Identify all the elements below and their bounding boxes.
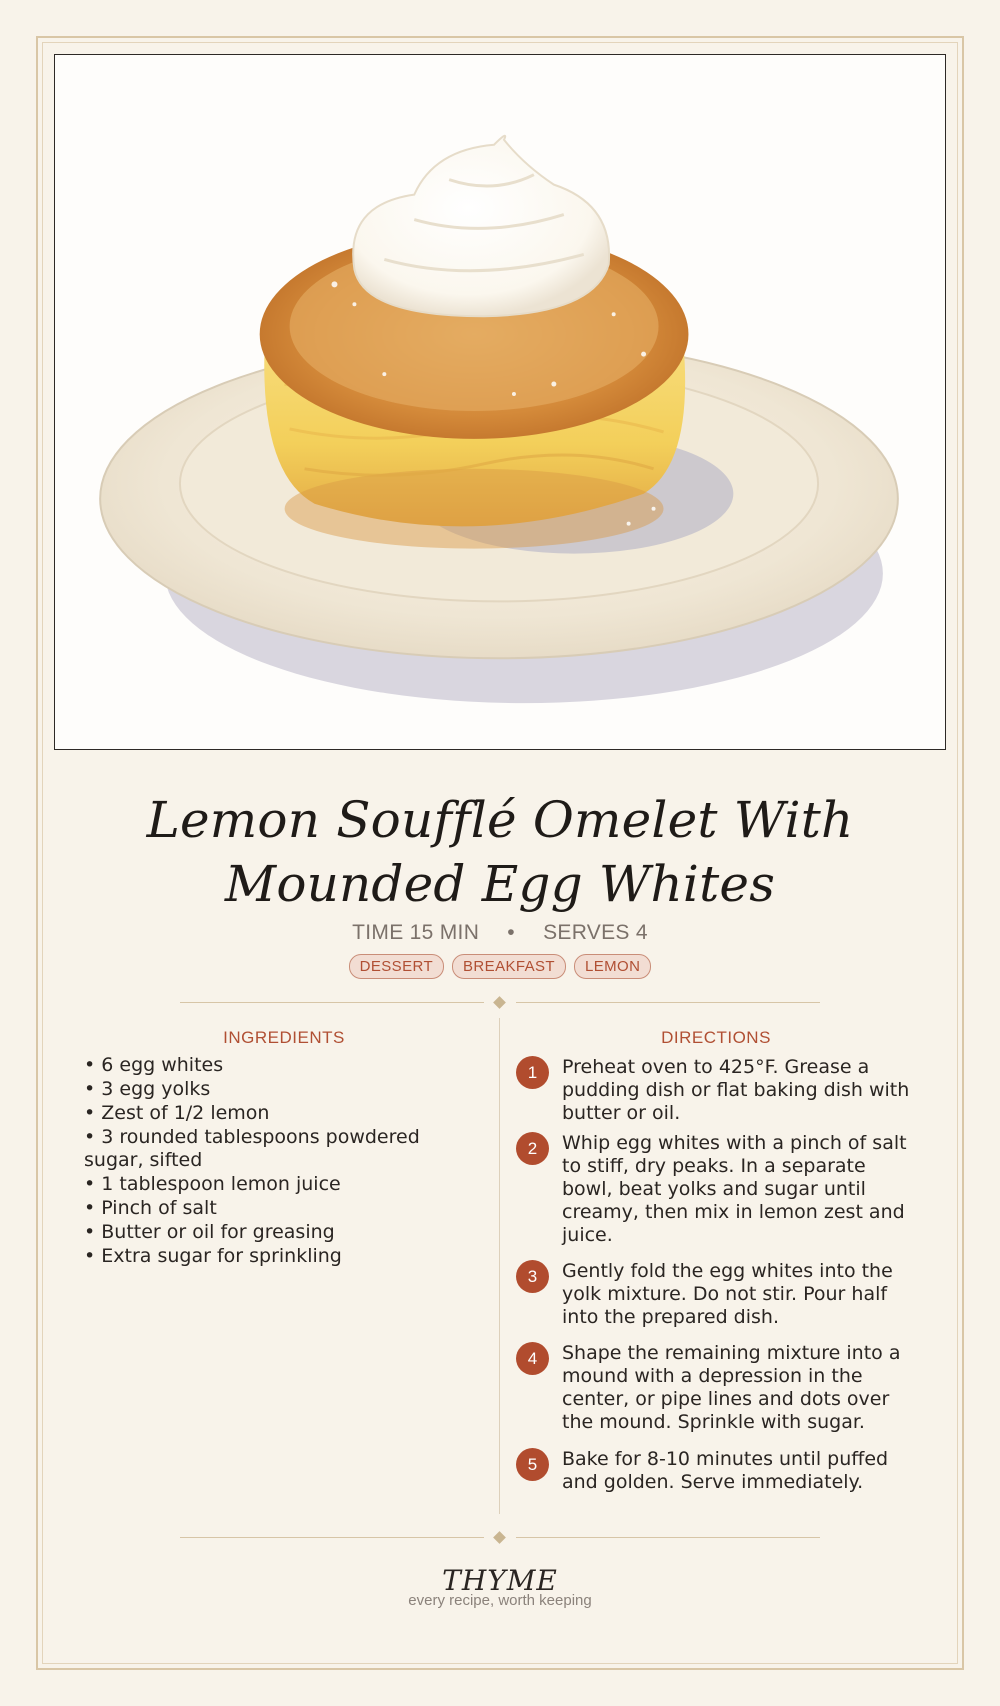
time-label: TIME 15 MIN <box>352 921 480 944</box>
diamond-ornament-icon <box>493 1531 506 1544</box>
list-item: • Butter or oil for greasing <box>84 1221 464 1244</box>
directions-heading: DIRECTIONS <box>661 1028 771 1047</box>
section-divider-top <box>180 997 820 1009</box>
brand-tagline: every recipe, worth keeping <box>408 1592 592 1609</box>
list-item: • 3 egg yolks <box>84 1078 464 1101</box>
section-divider-bottom <box>180 1532 820 1544</box>
step-text: Bake for 8-10 minutes until puffed and golden. Serve immediately. <box>562 1448 889 1493</box>
direction-step <box>516 1260 916 1329</box>
ingredients-heading: INGREDIENTS <box>223 1028 345 1047</box>
diamond-ornament-icon <box>493 996 506 1009</box>
list-item: • Pinch of salt <box>84 1197 464 1220</box>
serves-label: SERVES 4 <box>543 921 648 944</box>
step-text: Whip egg whites with a pinch of salt to stiff, dry peaks. In a separate bowl, beat yolks and sugar until creamy, then mix in lemon zest and juice. <box>562 1132 907 1246</box>
meta-separator: • <box>507 921 515 944</box>
recipe-title: Lemon Soufflé Omelet With Mounded Egg Whites <box>146 791 854 913</box>
direction-step <box>516 1342 916 1434</box>
tag-lemon[interactable]: LEMON <box>574 954 651 979</box>
step-number-badge: 4 <box>516 1342 549 1375</box>
step-text: Shape the remaining mixture into a mound with a depression in the center, or pipe lines and dots over the mound. Sprinkle with sugar. <box>562 1342 901 1433</box>
list-item: • Zest of 1/2 lemon <box>84 1102 464 1125</box>
step-text: Gently fold the egg whites into the yolk mixture. Do not stir. Pour half into the prepared dish. <box>562 1260 893 1328</box>
step-number-badge: 5 <box>516 1448 549 1481</box>
list-item: • Extra sugar for sprinkling <box>84 1245 464 1268</box>
recipe-meta <box>0 921 1000 945</box>
step-number-badge: 2 <box>516 1132 549 1165</box>
column-separator <box>499 1018 500 1514</box>
direction-step <box>516 1056 916 1125</box>
step-text: Preheat oven to 425°F. Grease a pudding dish or flat baking dish with butter or oil. <box>562 1056 910 1124</box>
brand-logo: THYME <box>442 1564 558 1597</box>
direction-step <box>516 1448 916 1494</box>
recipe-image <box>54 54 946 750</box>
tag-dessert[interactable]: DESSERT <box>349 954 444 979</box>
tag-list <box>0 954 1000 979</box>
ingredients-list <box>84 1054 464 1269</box>
step-number-badge: 1 <box>516 1056 549 1089</box>
list-item: • 3 rounded tablespoons powdered sugar, sifted <box>84 1126 464 1172</box>
list-item: • 6 egg whites <box>84 1054 464 1077</box>
list-item: • 1 tablespoon lemon juice <box>84 1173 464 1196</box>
step-number-badge: 3 <box>516 1260 549 1293</box>
tag-breakfast[interactable]: BREAKFAST <box>452 954 566 979</box>
direction-step <box>516 1132 916 1247</box>
